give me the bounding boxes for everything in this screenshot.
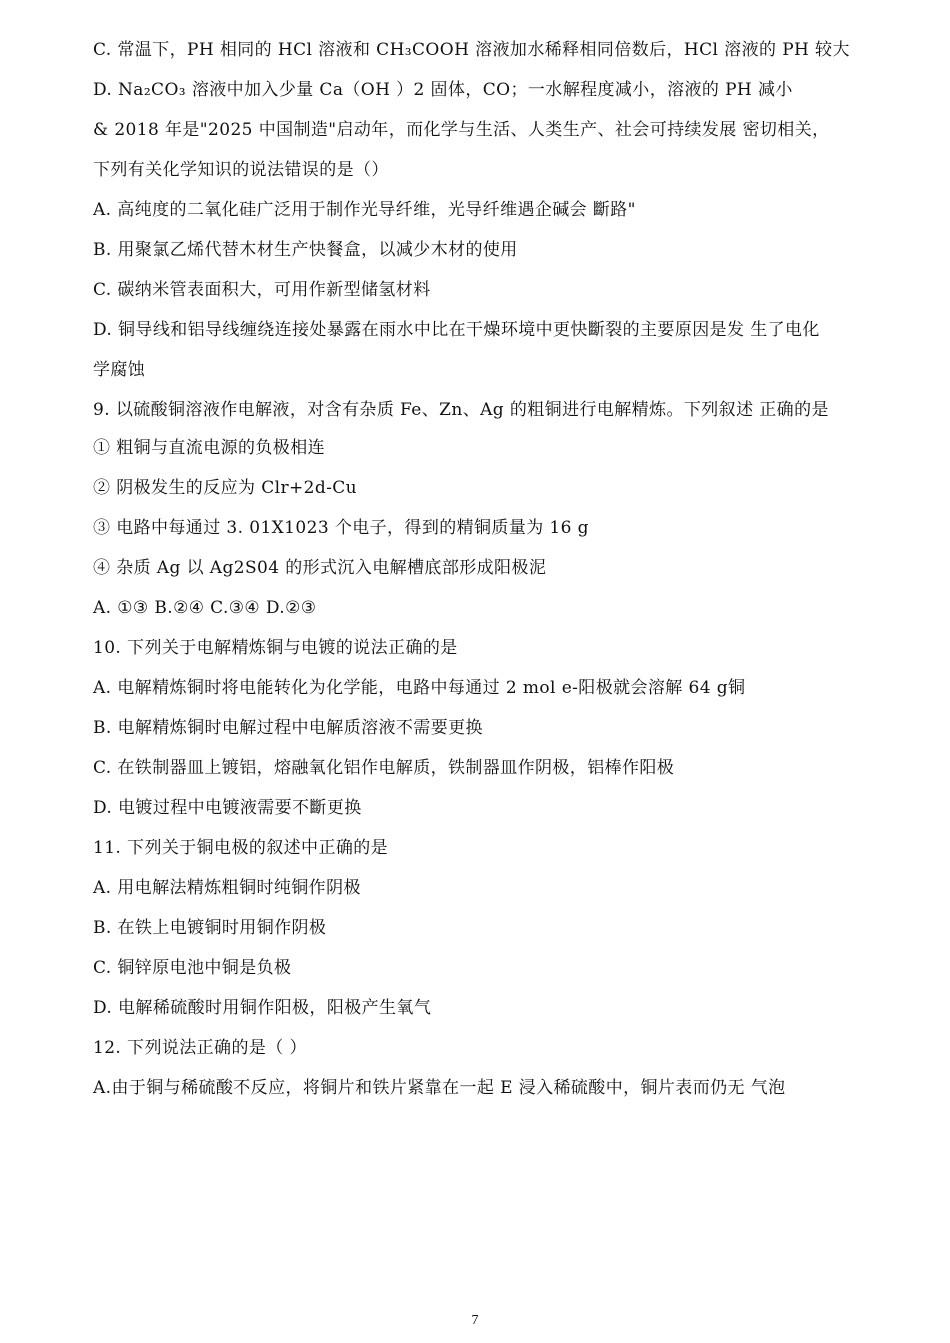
option-line: 学腐蚀 bbox=[93, 360, 146, 380]
option-line: C. 碳纳米管表面积大，可用作新型储氢材料 bbox=[93, 280, 431, 300]
question-line: 9. 以硫酸铜溶液作电解液，对含有杂质 Fe、Zn、Ag 的粗铜进行电解精炼。下列叙述 正确的是 bbox=[93, 400, 829, 420]
question-line: 10. 下列关于电解精炼铜与电镀的说法正确的是 bbox=[93, 638, 458, 658]
option-line: B. 用聚氯乙烯代替木材生产快餐盒，以减少木材的使用 bbox=[93, 240, 518, 260]
answer-choices: A. ①③ B.②④ C.③④ D.②③ bbox=[93, 598, 317, 618]
question-line: 11. 下列关于铜电极的叙述中正确的是 bbox=[93, 838, 389, 858]
option-line: A. 用电解法精炼粗铜时纯铜作阴极 bbox=[93, 878, 361, 898]
option-line: D. 电镀过程中电镀液需要不斷更换 bbox=[93, 798, 362, 818]
option-line: A. 电解精炼铜时将电能转化为化学能，电路中每通过 2 mol e-阳极就会溶解 64 g铜 bbox=[93, 678, 746, 698]
option-line: B. 电解精炼铜时电解过程中电解质溶液不需要更换 bbox=[93, 718, 483, 738]
option-line: D. 铜导线和铝导线缠绕连接处暴露在雨水中比在干燥环境中更快斷裂的主要原因是发 生了电化 bbox=[93, 320, 820, 340]
option-line: A.由于铜与稀硫酸不反应，将铜片和铁片紧靠在一起 E 浸入稀硫酸中，铜片表而仍无 气泡 bbox=[93, 1078, 786, 1098]
option-line: D. 电解稀硫酸时用铜作阳极，阳极产生氧气 bbox=[93, 998, 432, 1018]
question-line: 12. 下列说法正确的是（ ） bbox=[93, 1038, 307, 1058]
question-line: 下列有关化学知识的说法错误的是（） bbox=[93, 160, 389, 180]
question-line: & 2018 年是"2025 中国制造"启动年，而化学与生活、人类生产、社会可持续发展 密切相关， bbox=[93, 120, 830, 140]
page-number: 7 bbox=[471, 1313, 479, 1328]
option-line: C. 常温下，PH 相同的 HCl 溶液和 CH₃COOH 溶液加水稀释相同倍数后，HCl 溶液的 PH 较大 bbox=[93, 40, 850, 60]
option-line: A. 高纯度的二氧化硅广泛用于制作光导纤维，光导纤维遇企碱会 斷路" bbox=[93, 200, 636, 220]
option-line: C. 在铁制器皿上镀铝，熔融氧化铝作电解质，铁制器皿作阴极，铝棒作阳极 bbox=[93, 758, 675, 778]
option-line: B. 在铁上电镀铜时用铜作阴极 bbox=[93, 918, 327, 938]
statement-line: ③ 电路中每通过 3. 01X1023 个电子，得到的精铜质量为 16 g bbox=[93, 518, 589, 538]
option-line: D. Na₂CO₃ 溶液中加入少量 Ca（OH ）2 固体，CO；一水解程度减小，溶液的 PH 减小 bbox=[93, 80, 793, 100]
statement-line: ④ 杂质 Ag 以 Ag2S04 的形式沉入电解槽底部形成阳极泥 bbox=[93, 558, 547, 578]
statement-line: ① 粗铜与直流电源的负极相连 bbox=[93, 438, 326, 458]
statement-line: ② 阴极发生的反应为 Clr+2d-Cu bbox=[93, 478, 358, 498]
option-line: C. 铜锌原电池中铜是负极 bbox=[93, 958, 292, 978]
